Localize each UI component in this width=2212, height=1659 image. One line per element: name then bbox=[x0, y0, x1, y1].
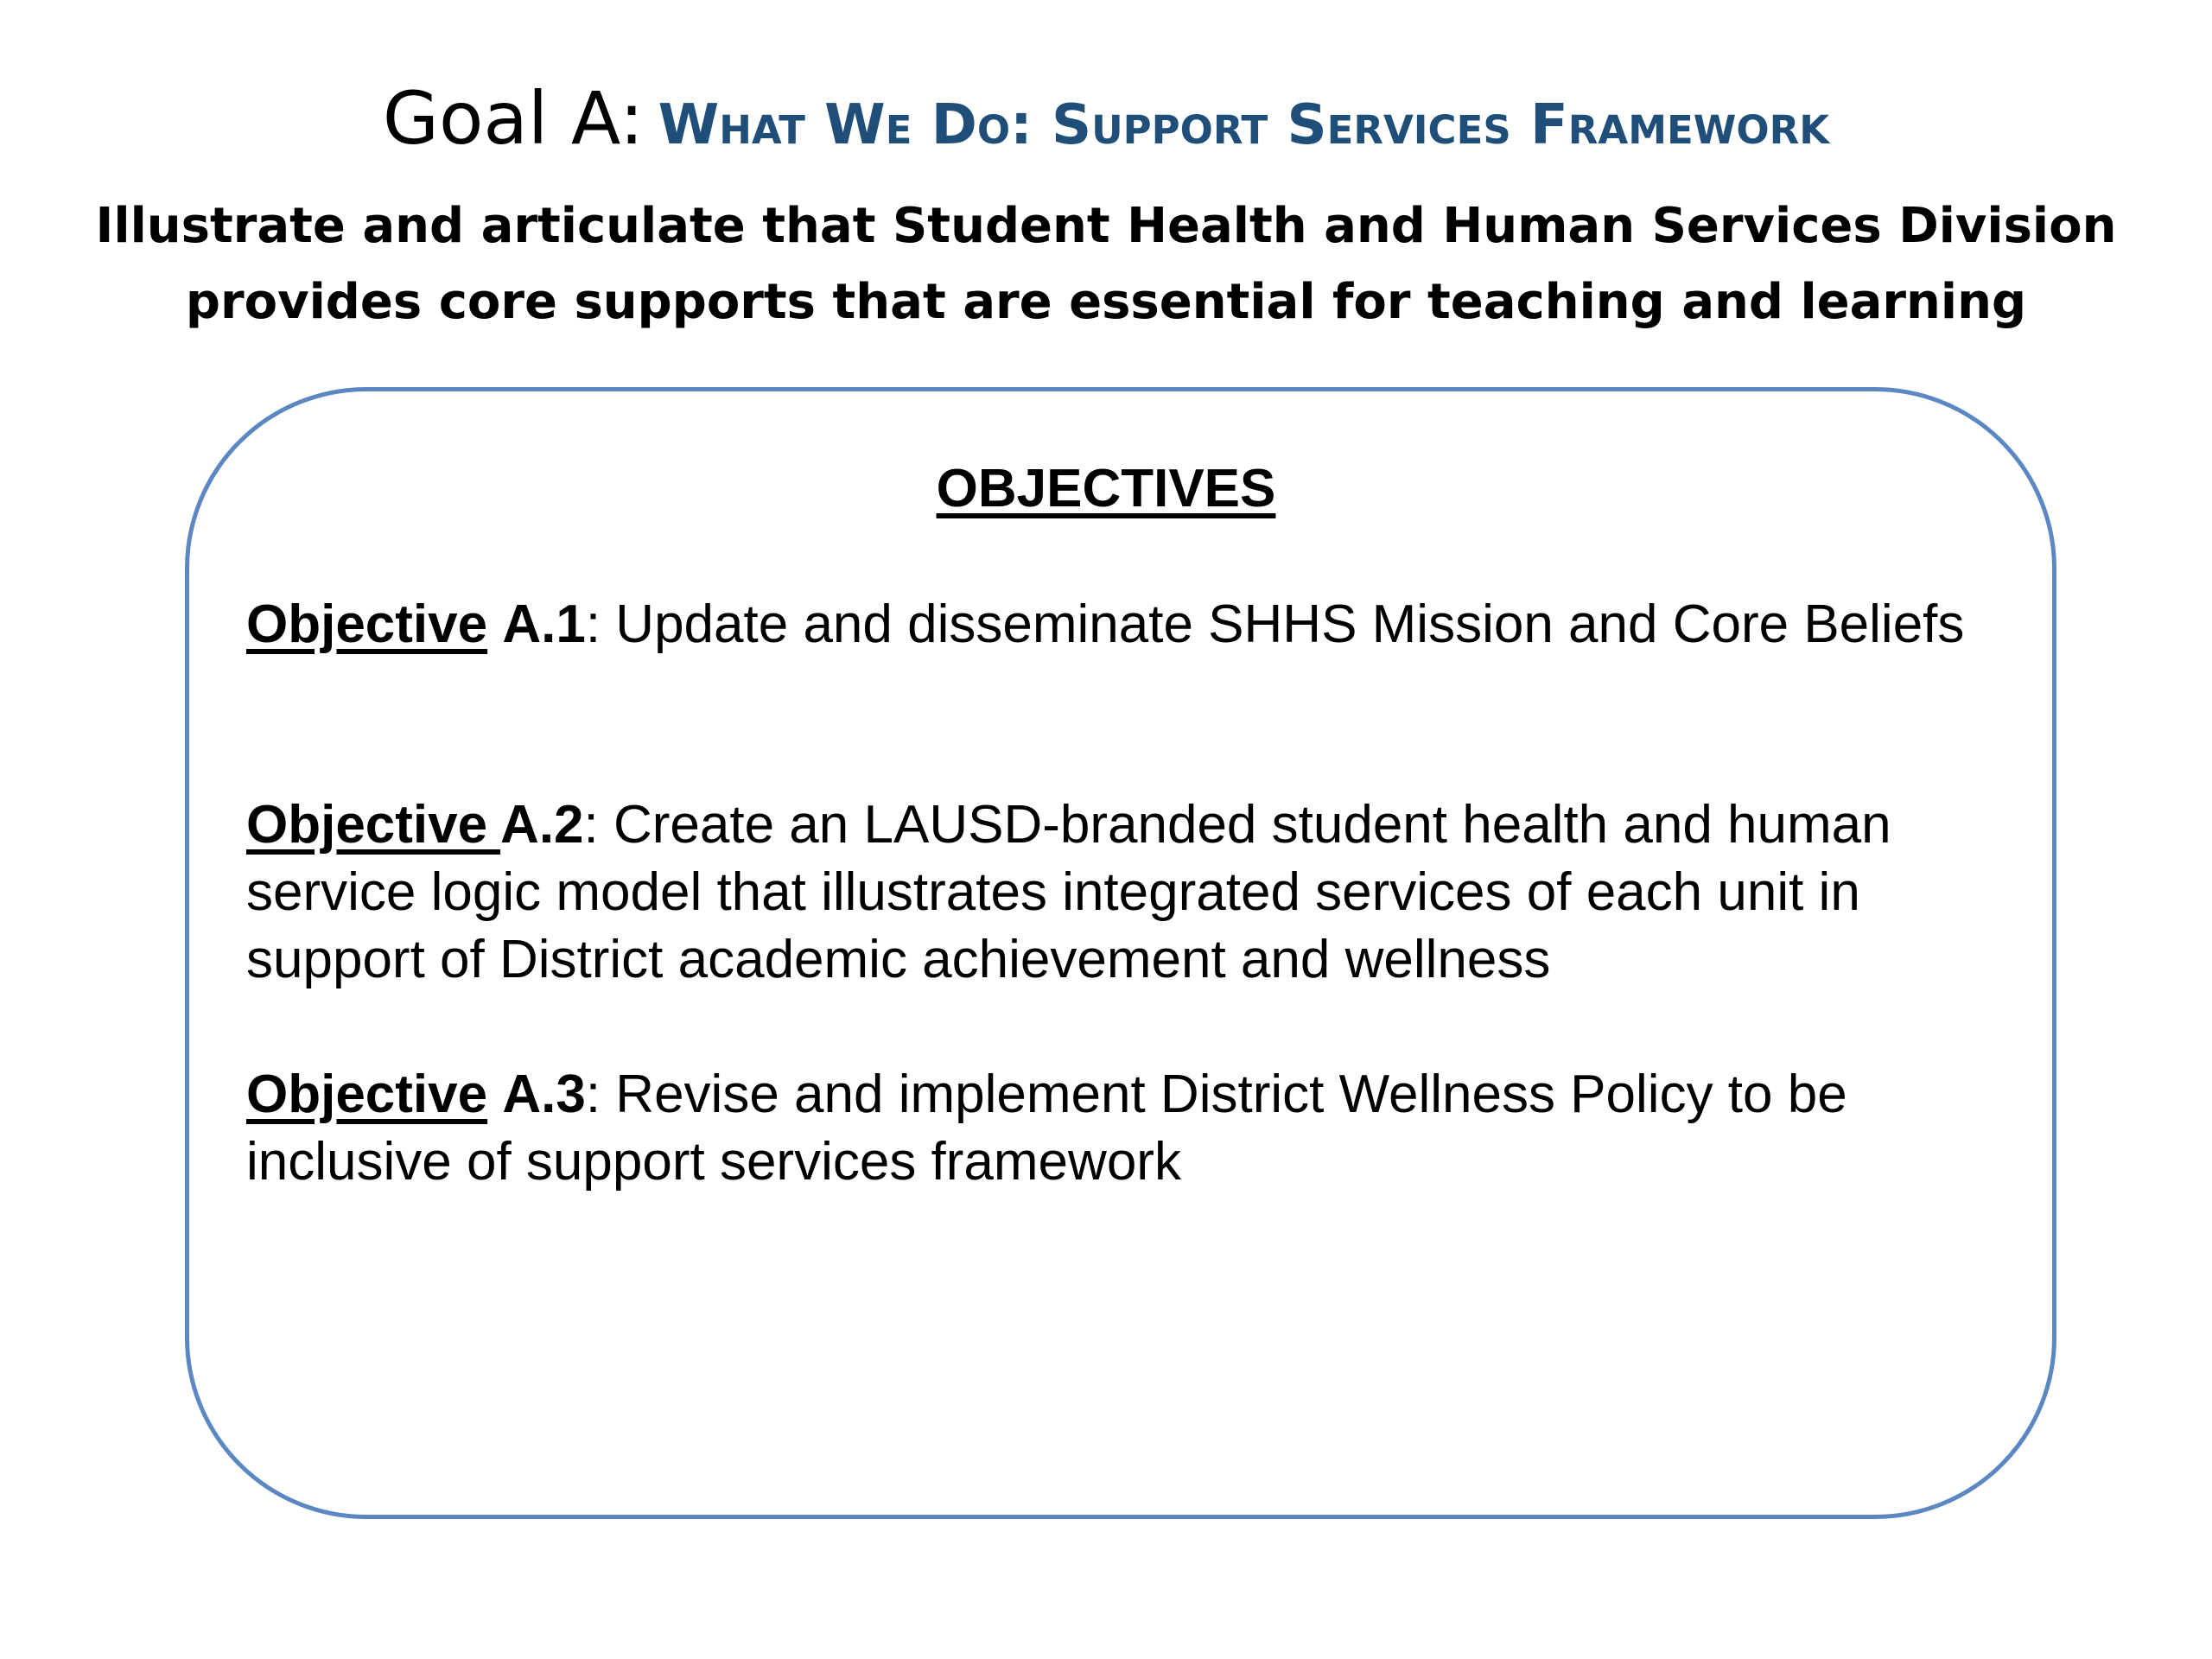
objective-label: Objective bbox=[246, 1065, 488, 1124]
objective-text: : Revise and implement District Wellness Policy to be inclusive of support services framework bbox=[246, 1065, 1847, 1192]
objective-label: Objective bbox=[246, 795, 501, 855]
objective-id: A.1 bbox=[502, 594, 586, 654]
objective-text: : Create an LAUSD-branded student health and human service logic model that illustrates integrated services of each unit in support of District academic achievement and wellness bbox=[246, 795, 1891, 989]
objectives-heading: OBJECTIVES bbox=[936, 459, 1276, 518]
goal-title: What We Do: Support Services Framework bbox=[658, 93, 1830, 157]
subtitle-line-2: provides core supports that are essential for teaching and learning bbox=[185, 274, 2027, 330]
goal-subtitle bbox=[69, 188, 2143, 340]
objective-id: A.3 bbox=[502, 1065, 586, 1124]
goal-prefix: Goal A: bbox=[382, 76, 645, 161]
objective-a1 bbox=[246, 591, 2018, 658]
objective-a3 bbox=[246, 1061, 2018, 1196]
objective-label: Objective bbox=[246, 594, 488, 654]
objective-a2 bbox=[246, 791, 2018, 994]
objective-text: : Update and disseminate SHHS Mission and Core Beliefs bbox=[585, 594, 1965, 654]
goal-heading bbox=[0, 76, 2212, 161]
subtitle-line-1: Illustrate and articulate that Student Health and Human Services Division bbox=[95, 198, 2117, 254]
objective-id: A.2 bbox=[500, 795, 584, 855]
